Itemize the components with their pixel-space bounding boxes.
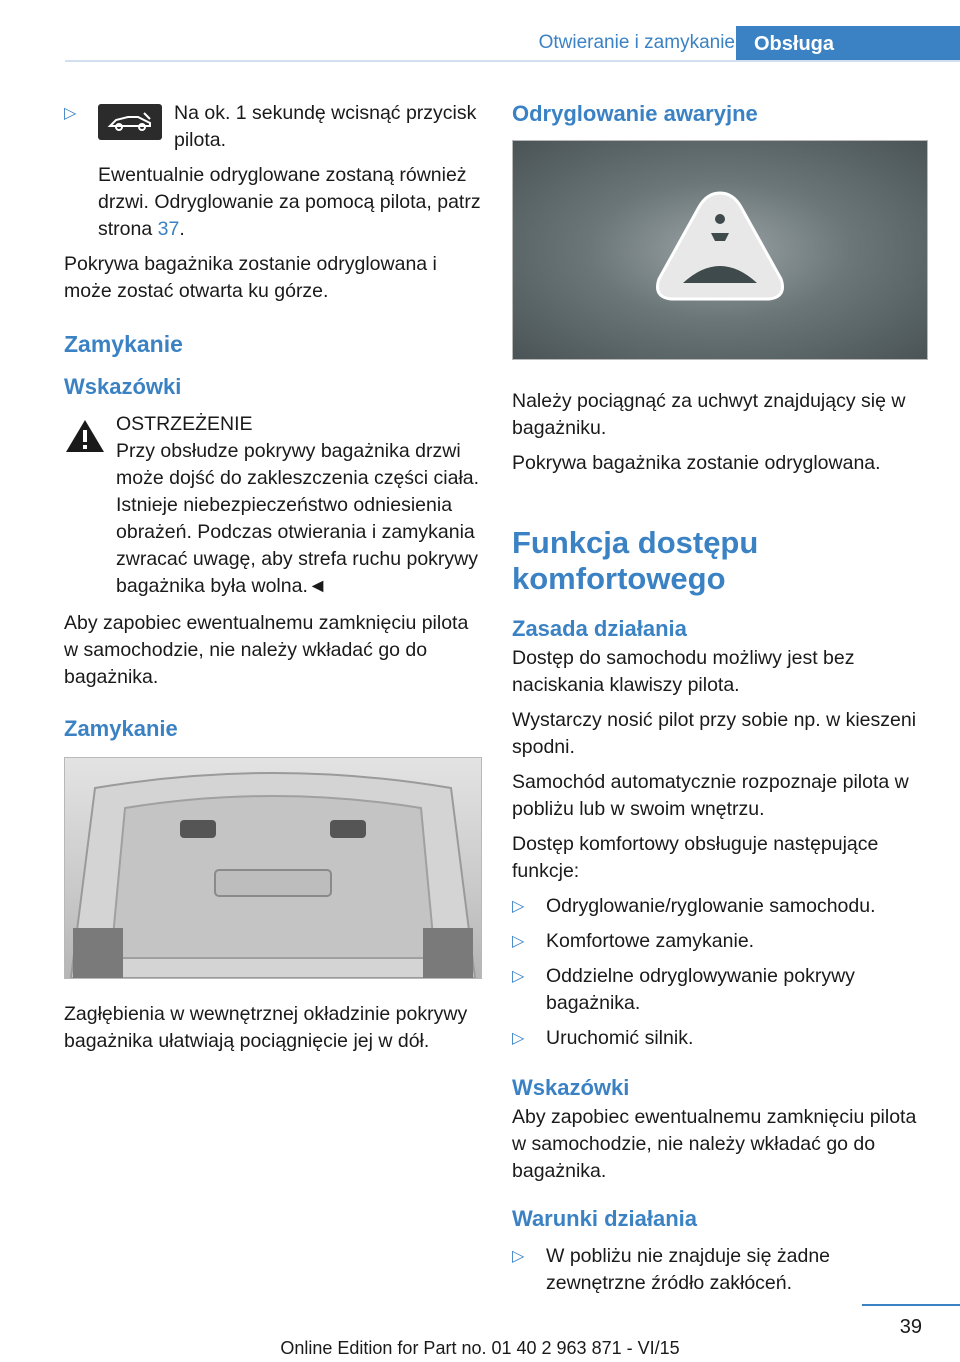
paragraph: Pokrywa bagażnika zostanie odryglowana. xyxy=(512,452,881,474)
trunk-lid-photo xyxy=(64,757,482,979)
list-item xyxy=(512,1025,928,1052)
bullet-text: W pobliżu nie znajduje się żadne zewnętrzne źródło zakłóceń. xyxy=(546,1245,831,1294)
bullet-triangle-icon: ▷ xyxy=(512,968,525,985)
paragraph: Samochód automatycznie rozpoznaje pilota w pobliżu lub w swoim wnętrzu. xyxy=(512,771,909,820)
bullet-triangle-icon: ▷ xyxy=(512,1248,525,1265)
list-item xyxy=(512,1243,928,1297)
list-item xyxy=(64,100,484,154)
footer-rule xyxy=(862,1304,960,1306)
paragraph: Aby zapobiec ewentualnemu zamknięciu pilota w samochodzie, nie należy wkładać go do bagażnika. xyxy=(512,1106,917,1182)
bullet-text: Komfortowe zamykanie. xyxy=(546,930,755,952)
heading-conditions: Warunki działania xyxy=(512,1206,698,1231)
bullet-triangle-icon: ▷ xyxy=(512,1030,525,1047)
warning-text: Przy obsłudze pokrywy bagażnika drzwi może dojść do zakleszczenia części ciała. Istnieje niebezpieczeństwo odniesienia obrażeń. Podczas otwierania i zamykania zwracać uwagę, aby strefa ruchu pokrywy bagażnika była wolna.◄ xyxy=(116,440,480,597)
header-rule xyxy=(65,60,960,62)
note-text: Ewentualnie odryglowane zostaną również drzwi. Odryglowanie za pomocą pilota, patrz strona xyxy=(98,164,481,240)
footer-edition: Online Edition for Part no. 01 40 2 963 871 - VI/15 xyxy=(280,1338,680,1358)
list-item xyxy=(512,928,928,955)
trunk-key-icon xyxy=(98,104,162,140)
warning-title: OSTRZEŻENIE xyxy=(116,413,253,435)
heading-comfort-access: Funkcja dostępu komfortowego xyxy=(512,525,759,596)
warning-triangle-icon xyxy=(64,417,106,455)
bullet-text: Uruchomić silnik. xyxy=(546,1027,694,1049)
page-link[interactable]: 37 xyxy=(157,218,180,240)
bullet-triangle-icon: ▷ xyxy=(64,105,77,122)
bullet-triangle-icon: ▷ xyxy=(512,898,525,915)
warning-box xyxy=(64,411,484,600)
paragraph: Pokrywa bagażnika zostanie odryglowana i może zostać otwarta ku górze. xyxy=(64,253,437,302)
paragraph: Dostęp do samochodu możliwy jest bez naciskania klawiszy pilota. xyxy=(512,647,855,696)
list-item xyxy=(512,893,928,920)
emergency-release-photo xyxy=(512,140,928,360)
heading-closing: Zamykanie xyxy=(64,331,183,357)
left-column xyxy=(64,100,484,1063)
bullet-text: Odryglowanie/ryglowanie samochodu. xyxy=(546,895,876,917)
paragraph: Aby zapobiec ewentualnemu zamknięciu pilota w samochodzie, nie należy wkładać go do bagażnika. xyxy=(64,612,469,688)
bullet-text: Oddzielne odryglowywanie pokrywy bagażnika. xyxy=(546,965,855,1014)
heading-emergency-release: Odryglowanie awaryjne xyxy=(512,101,758,126)
header-chapter-tab: Obsługa xyxy=(736,26,960,62)
paragraph: Wystarczy nosić pilot przy sobie np. w kieszeni spodni. xyxy=(512,709,917,758)
right-column xyxy=(512,100,928,1305)
heading-notes-right: Wskazówki xyxy=(512,1075,630,1100)
bullet-triangle-icon: ▷ xyxy=(512,933,525,950)
bullet-text: Na ok. 1 sekundę wcisnąć przycisk pilota. xyxy=(174,102,477,151)
page-number: 39 xyxy=(899,1316,922,1338)
heading-notes: Wskazówki xyxy=(64,374,182,399)
note-text-end: . xyxy=(179,218,185,240)
heading-principle: Zasada działania xyxy=(512,616,687,641)
paragraph: Dostęp komfortowy obsługuje następujące funkcje: xyxy=(512,833,879,882)
photo-caption: Zagłębienia w wewnętrznej okładzinie pokrywy bagażnika ułatwiają pociągnięcie jej w dół. xyxy=(64,1003,468,1052)
header-section-title: Otwieranie i zamykanie xyxy=(538,32,735,53)
heading-closing-2: Zamykanie xyxy=(64,716,178,741)
bullet-note xyxy=(64,162,484,243)
paragraph: Należy pociągnąć za uchwyt znajdujący się w bagażniku. xyxy=(512,390,906,439)
list-item xyxy=(512,963,928,1017)
